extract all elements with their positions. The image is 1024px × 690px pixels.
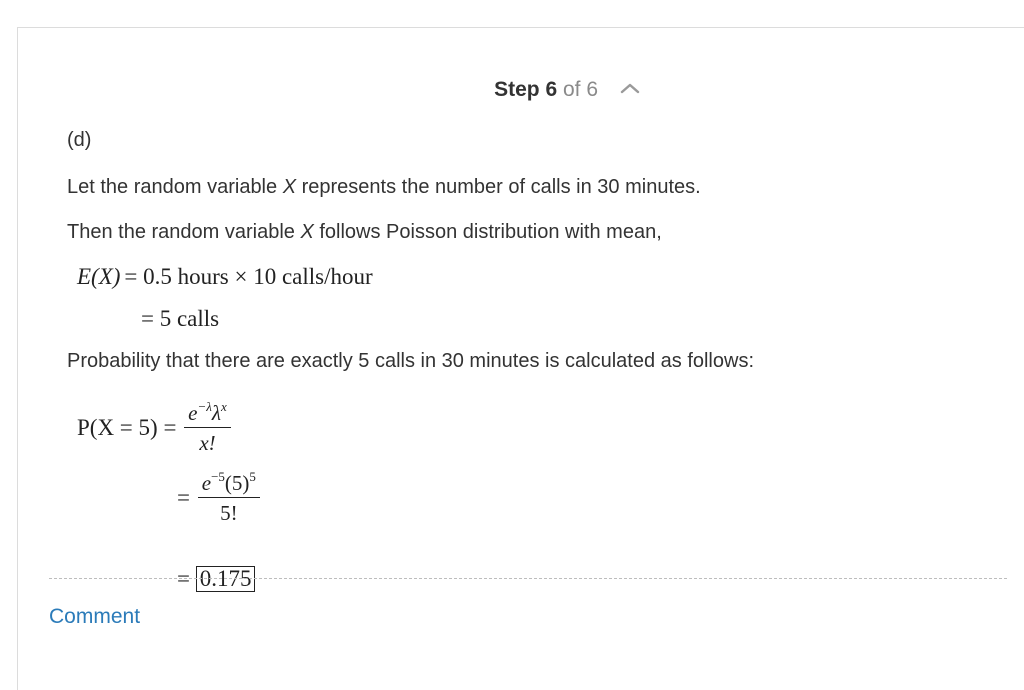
- step-current: 6: [545, 78, 558, 101]
- comment-link[interactable]: Comment: [49, 605, 141, 628]
- substitution-fraction: $\frac{e^{-5}(5)^5}{5!}$: [198, 470, 260, 526]
- step-header[interactable]: [18, 76, 1024, 104]
- mean-equation-1: E(X) = 0.5 hours × 10 calls/hour: [77, 264, 373, 289]
- probability-intro: Probability that there are exactly 5 calls in 30 minutes is calculated as follows:: [67, 350, 755, 372]
- final-answer: = 0.175: [177, 566, 255, 592]
- part-label: (d): [67, 129, 92, 151]
- section-divider: [49, 578, 1007, 579]
- variable-x: X: [282, 176, 297, 198]
- solution-line-2: Then the random variable X follows Poisson distribution with mean,: [67, 221, 662, 243]
- step-label: Step: [494, 78, 540, 101]
- poisson-formula: P(X = 5) = $\frac{e^{-\lambda}\lambda^x}{x!}$: [77, 400, 233, 456]
- poisson-substitution: = $\frac{e^{-5}(5)^5}{5!}$: [177, 470, 262, 526]
- variable-x: X: [300, 221, 314, 243]
- chevron-up-icon[interactable]: [620, 74, 640, 102]
- solution-line-1: Let the random variable X represents the number of calls in 30 minutes.: [67, 176, 701, 198]
- step-total: of 6: [563, 78, 599, 101]
- solution-panel: [17, 27, 1024, 690]
- final-answer-box: 0.175: [196, 566, 256, 592]
- formula-fraction: $\frac{e^{-\lambda}\lambda^x}{x!}$: [184, 400, 231, 456]
- mean-equation-2: = 5 calls: [141, 306, 220, 331]
